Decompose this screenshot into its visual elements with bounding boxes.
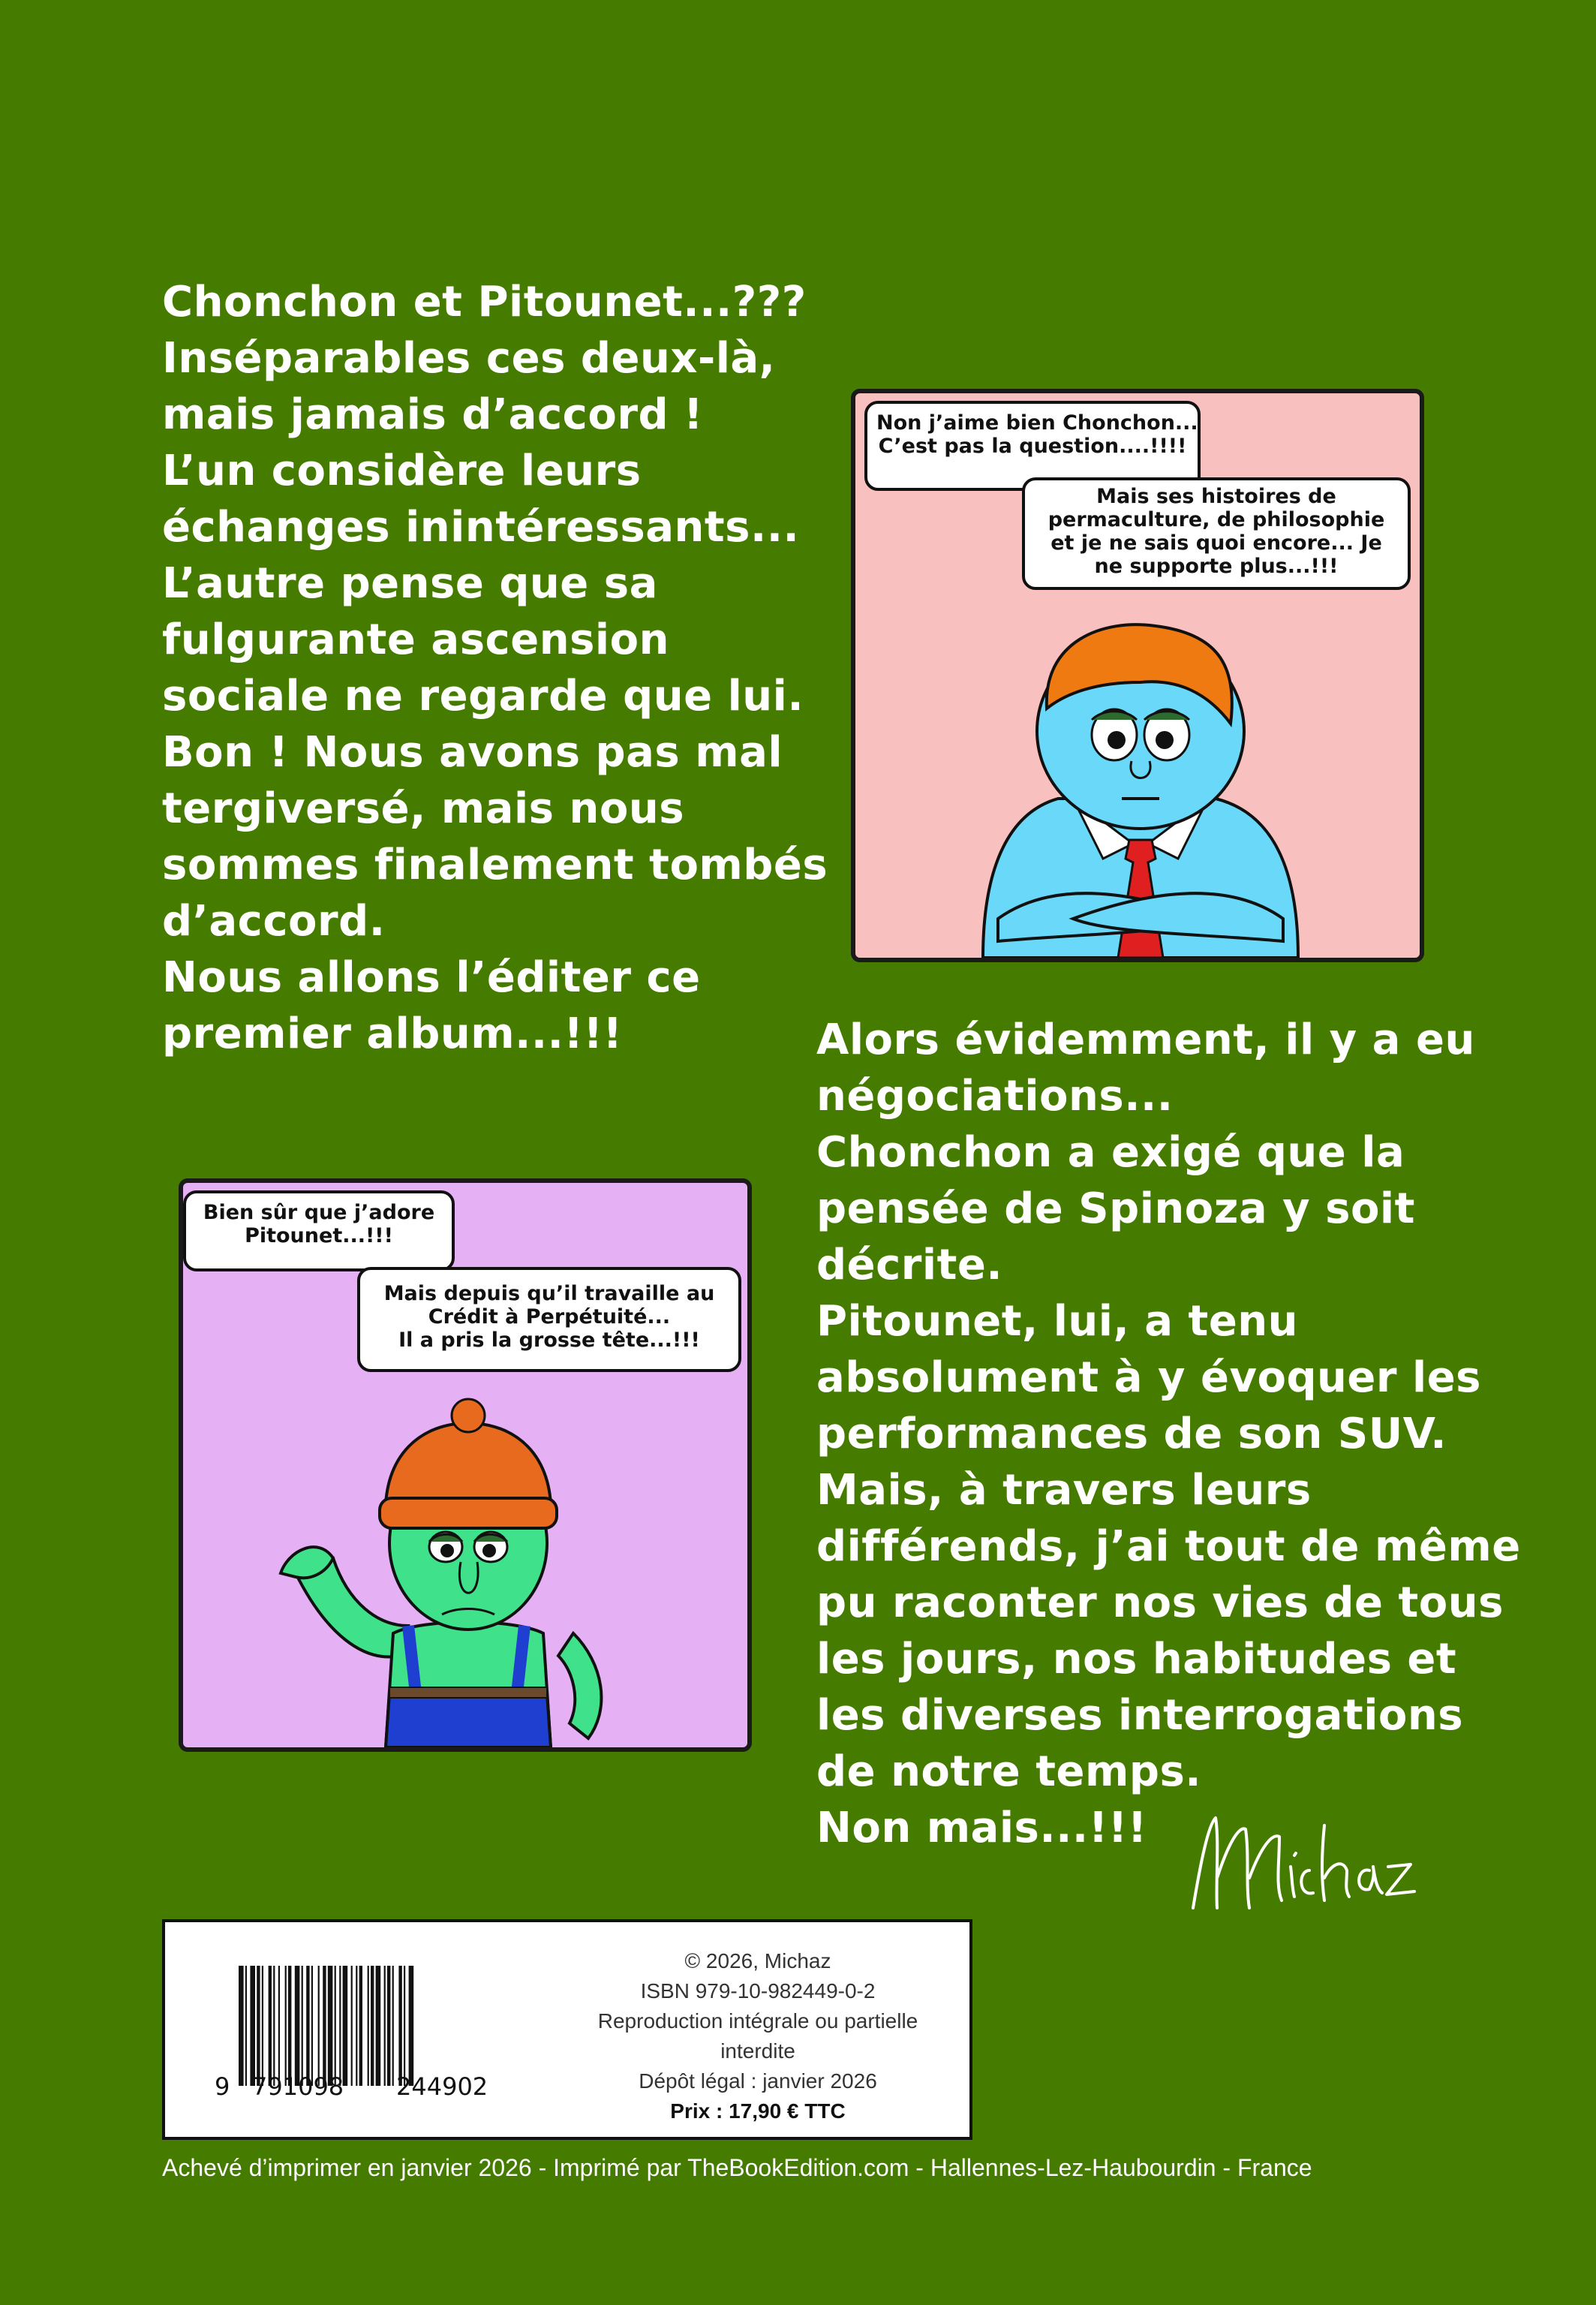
- intro-line: mais jamais d’accord !: [162, 390, 704, 439]
- intro-line: Bon ! Nous avons pas mal: [162, 728, 783, 777]
- bubble-line: Bien sûr que j’adore: [203, 1201, 435, 1224]
- story-line: négociations...: [816, 1072, 1174, 1121]
- speech-bubble: [183, 1190, 455, 1271]
- story-line: les diverses interrogations: [816, 1691, 1464, 1740]
- story-line: pensée de Spinoza y soit: [816, 1184, 1415, 1233]
- story-line: de notre temps.: [816, 1747, 1202, 1796]
- bubble-line: Mais ses histoires de: [1096, 485, 1336, 508]
- bubble-line: Mais depuis qu’il travaille au: [383, 1282, 715, 1305]
- intro-line: sommes finalement tombés: [162, 841, 828, 889]
- speech-bubble: [357, 1267, 741, 1372]
- intro-line: sociale ne regarde que lui.: [162, 672, 804, 721]
- copyright-line: © 2026, Michaz: [684, 1949, 831, 1972]
- intro-line: premier album...!!!: [162, 1010, 623, 1058]
- barcode-digits: [215, 2072, 537, 2107]
- story-line: différends, j’ai tout de même: [816, 1522, 1521, 1571]
- story-text: [816, 1012, 1521, 1856]
- intro-line: Inséparables ces deux-là,: [162, 334, 776, 383]
- barcode-digit-group: 244902: [396, 2072, 488, 2101]
- speech-bubble: [1022, 477, 1411, 590]
- isbn-line: ISBN 979-10-982449-0-2: [640, 1979, 876, 2003]
- legal-deposit-line: Dépôt légal : janvier 2026: [639, 2069, 877, 2093]
- intro-line: Nous allons l’éditer ce: [162, 953, 701, 1002]
- story-line: décrite.: [816, 1241, 1003, 1289]
- bubble-line: Il a pris la grosse tête...!!!: [398, 1329, 700, 1352]
- bubble-line: Non j’aime bien Chonchon...: [876, 411, 1198, 435]
- printer-line: Achevé d’imprimer en janvier 2026 - Imprimé par TheBookEdition.com - Hallennes-Lez-Haubourdin - France: [162, 2154, 1312, 2181]
- intro-line: fulgurante ascension: [162, 615, 669, 664]
- barcode-digit-group: 791098: [252, 2072, 344, 2101]
- signature-michaz: [1186, 1795, 1426, 1923]
- intro-line: Chonchon et Pitounet...???: [162, 278, 807, 326]
- intro-line: d’accord.: [162, 897, 386, 946]
- barcode-digit-group: 9: [215, 2072, 230, 2101]
- story-line: absolument à y évoquer les: [816, 1353, 1482, 1402]
- bubble-line: permaculture, de philosophie: [1047, 508, 1385, 531]
- story-line: performances de son SUV.: [816, 1410, 1447, 1458]
- intro-line: L’un considère leurs: [162, 447, 642, 495]
- story-line: Mais, à travers leurs: [816, 1466, 1312, 1515]
- story-line: les jours, nos habitudes et: [816, 1635, 1457, 1684]
- legal-text: [548, 1946, 968, 2126]
- legal-box: [162, 1919, 972, 2140]
- intro-line: tergiversé, mais nous: [162, 784, 685, 833]
- bubble-line: Pitounet...!!!: [245, 1224, 393, 1247]
- bubble-line: Crédit à Perpétuité...: [428, 1305, 671, 1329]
- intro-line: L’autre pense que sa: [162, 559, 658, 608]
- story-line: Alors évidemment, il y a eu: [816, 1016, 1475, 1064]
- comic-panel-chonchon: [179, 1178, 752, 1752]
- reproduction-line: Reproduction intégrale ou partielle: [597, 2009, 918, 2033]
- intro-text: [162, 274, 828, 1062]
- intro-line: échanges inintéressants...: [162, 503, 800, 552]
- bubble-line: et je ne sais quoi encore... Je: [1050, 531, 1382, 555]
- story-line: Chonchon a exigé que la: [816, 1128, 1405, 1177]
- story-line: Non mais...!!!: [816, 1804, 1147, 1852]
- isbn-barcode: [237, 1966, 521, 2086]
- bubble-line: ne supporte plus...!!!: [1094, 555, 1339, 578]
- story-line: pu raconter nos vies de tous: [816, 1578, 1504, 1627]
- price-line: Prix : 17,90 € TTC: [670, 2099, 846, 2123]
- bubble-line: C’est pas la question....!!!!: [878, 435, 1187, 458]
- reproduction-line: interdite: [720, 2039, 795, 2063]
- comic-panel-pitounet: [851, 389, 1424, 962]
- story-line: Pitounet, lui, a tenu: [816, 1297, 1299, 1346]
